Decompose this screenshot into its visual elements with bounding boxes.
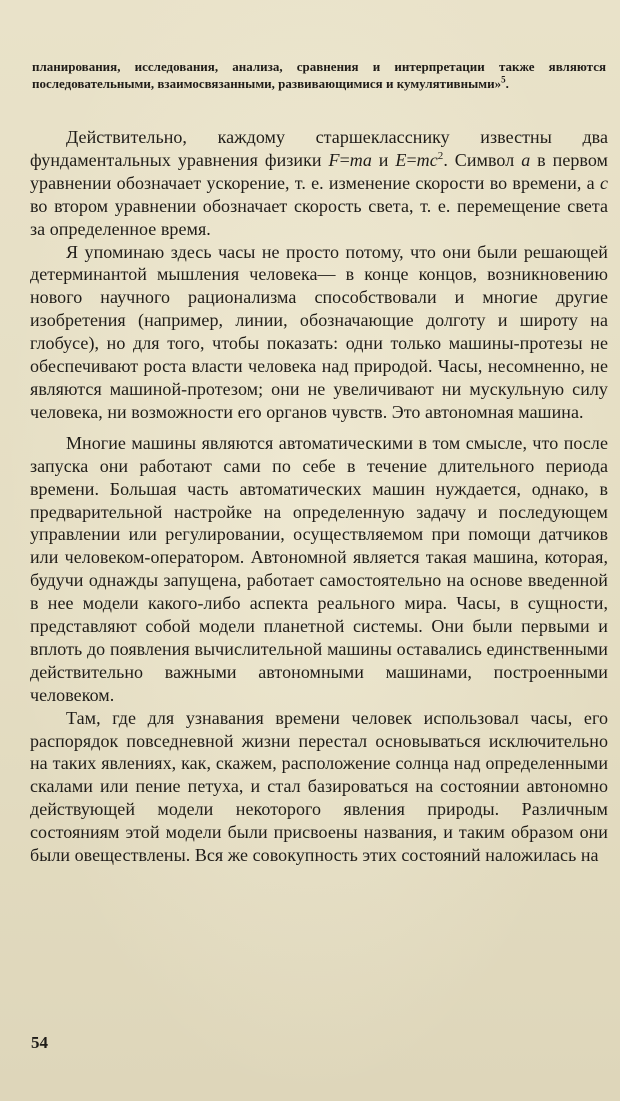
- formula-symbol: E: [395, 149, 407, 170]
- paragraph-3: Многие машины являются автоматическими в том смысле, что после запуска они работают сами по себе в течение длительного периода времени. Большая часть автоматических машин нуждается, однако, в предварительной настройке на определенную задачу и последующем управлении или регулировании, осуществляемом при помощи датчиков или человеком-оператором. Автономной является такая машина, которая, будучи однажды запущена, работает самостоятельно на основе введенной в нее модели какого-либо аспекта реального мира. Часы, в сущности, представляют собой модели планетной системы. Они были первыми и вплоть до появления вычислительной машины оставались единственными действительно важными автономными машинами, построенными человеком.: [30, 432, 608, 705]
- footnote-mark: 5: [501, 74, 506, 85]
- formula-symbol: F: [328, 149, 340, 170]
- paragraph-4: Там, где для узнавания времени человек использовал часы, его распорядок повседневной жизни перестал основываться исключительно на таких явлениях, как, скажем, расположение солнца над определенными скалами или пение петуха, и стал базироваться на состоянии автономно действующей модели некоторого явления природы. Различным состояниям этой модели были присвоены названия, и таким образом они были овеществлены. Вся же совокупность этих состояний наложилась на: [30, 707, 608, 866]
- formula-symbol: ma: [349, 149, 372, 170]
- main-text: [30, 126, 608, 867]
- text-run: =: [339, 149, 350, 170]
- text-run: в первом уравнении обозначает ускорение, т. е. изменение скорости во времени, а: [30, 149, 608, 193]
- text-run: . Символ: [443, 149, 522, 170]
- paragraph-1: [30, 126, 608, 241]
- formula-symbol: a: [521, 149, 531, 170]
- text-run: во втором уравнении обозначает скорость света, т. е. перемещение света за определенное время.: [30, 195, 608, 239]
- paragraph-2: Я упоминаю здесь часы не просто потому, что они были решающей детерминантой мышления человека— в конце концов, возникновению нового научного рационализма способствовали и многие другие изобретения (например, линии, обозначающие долготу и широту на глобусе), но для того, чтобы показать: одни только машины-протезы не обеспечивают роста власти человека над природой. Часы, несомненно, не являются машиной-протезом; они не увеличивают ни мускульную силу человека, ни возможности его органов чувств. Это автономная машина.: [30, 241, 608, 422]
- quote-block: [32, 58, 606, 92]
- text-run: =: [406, 149, 417, 170]
- text-run: и: [371, 149, 396, 170]
- text-run: Действительно, каждому старшекласснику известны два фундаментальных уравнения физики: [30, 127, 608, 170]
- formula-symbol: mc: [416, 149, 438, 170]
- formula-symbol: c: [599, 172, 608, 193]
- formula-exponent: 2: [437, 149, 444, 162]
- quote-end: .: [505, 76, 509, 91]
- quote-text: планирования, исследования, анализа, сравнения и интерпретации также являются последовательными, взаимосвязанными, развивающимися и кумулятивными»: [32, 59, 606, 91]
- page-number: 54: [31, 1033, 48, 1052]
